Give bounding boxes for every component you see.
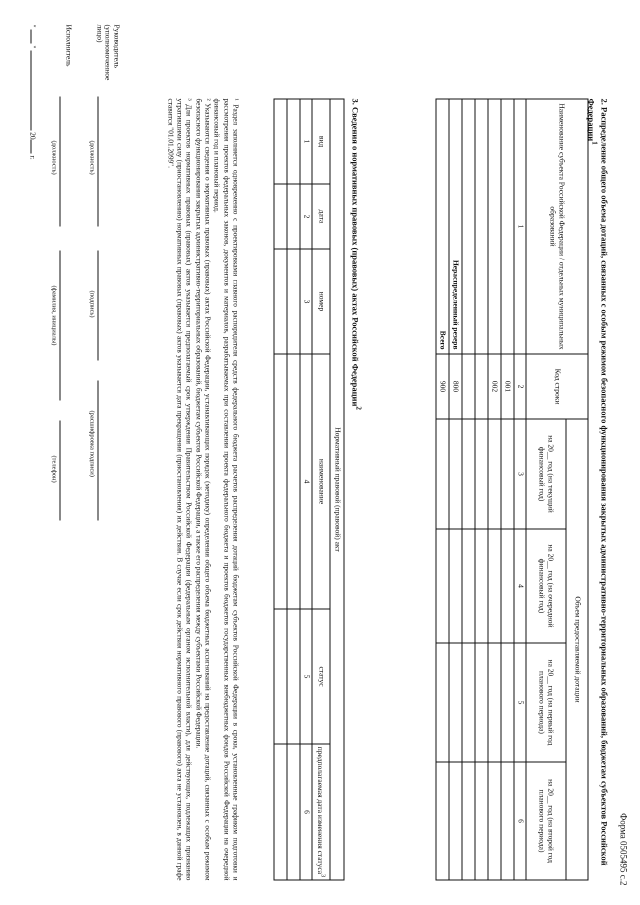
reserve-code: 800 bbox=[449, 354, 462, 419]
col-number: 5 bbox=[300, 609, 312, 744]
value-cell bbox=[501, 642, 514, 761]
col-number: 4 bbox=[514, 529, 526, 643]
section3-title bbox=[349, 98, 362, 880]
year-prefix: 20 bbox=[28, 131, 37, 140]
column-numbers-row bbox=[514, 99, 526, 880]
footnote-2: ² Указываются сведения о нормативных правовых (правовых) актах Российской Федерации, устанавливающих порядок (методику) определения общего объема бюджетных ассигнований на предоставление дотаций, связанных с особым режимом безопасного функционирования закрытых административно-территориальных образований, бюджетам субъектов Российской Федерации, а также его распределения между субъектами Российской Федерации. bbox=[193, 98, 213, 880]
col-number: 2 bbox=[300, 184, 312, 249]
value-cell bbox=[501, 529, 514, 643]
header-status-date-text: предполагаемая дата изменения статуса bbox=[315, 746, 325, 874]
blank-cell bbox=[475, 642, 488, 761]
value-cell bbox=[436, 762, 449, 880]
head-position-line bbox=[97, 96, 108, 226]
value-cell bbox=[449, 642, 462, 761]
value-cell bbox=[501, 762, 514, 880]
blank-cell bbox=[475, 529, 488, 643]
row-code-cell: 001 bbox=[501, 354, 514, 419]
year-suffix: г. bbox=[28, 155, 37, 160]
row-code-cell: 002 bbox=[488, 354, 501, 419]
total-code: 900 bbox=[436, 354, 449, 419]
head-decoding-line bbox=[97, 380, 108, 520]
month-blank bbox=[30, 50, 31, 130]
table-row-blank bbox=[475, 99, 488, 880]
header-number: номер bbox=[312, 249, 330, 354]
subject-name-cell bbox=[501, 99, 514, 354]
section3-title-text: 3. Сведения о нормативных правовых (правовых) актах Российской Федерации bbox=[350, 98, 361, 406]
blank-cell bbox=[287, 249, 300, 354]
head-signature-line bbox=[97, 250, 108, 360]
value-cell bbox=[436, 529, 449, 643]
reserve-label: Нераспределенный резерв bbox=[449, 99, 462, 354]
section2-title-text: 2. Распределение общего объема дотаций, связанных с особым режимом безопасного функционирования закрытых административно-территориальных образований, бюджетам субъектов Российской Федерации bbox=[586, 98, 609, 866]
blank-cell bbox=[287, 99, 300, 184]
footnote-1: ¹ Раздел заполняется одновременно с проектировками главного распорядителя средств федерального бюджета расчетов распределения дотаций бюджетам субъектов Российской Федерации в сроки, установленные графиком подготовки и рассмотрения проектов федеральных законов, документов и материалов, разрабатываемых при составлении проекта федерального бюджета и проектов бюджетов государственных внебюджетных фондов Российской Федерации на очередной финансовый год и плановый период. bbox=[212, 98, 240, 880]
executor-position-line bbox=[59, 96, 70, 226]
blank-cell bbox=[274, 99, 287, 184]
blank-cell bbox=[287, 609, 300, 744]
footnote-3: ³ Для проектов нормативных правовых (правовых) актов указывается предполагаемый срок утверждения Правительством Российской Федерации (федеральным органом исполнительной власти), для действующих, подлежащих признанию утратившими силу (приостановлению) нормативных правовых (правовых) актов указывается дата прекращения (приостановления) их действия. В случае если срок действия нормативного правового (правового) акта не установлен, в данной графе ставится "01.01.2099". bbox=[165, 98, 194, 880]
value-cell bbox=[488, 762, 501, 880]
executor-phone-caption: (телефон) bbox=[50, 455, 57, 483]
blank-cell bbox=[475, 354, 488, 419]
reserve-row bbox=[449, 99, 462, 880]
header-status-date bbox=[312, 744, 330, 880]
blank-cell bbox=[274, 184, 287, 249]
header-date: дата bbox=[312, 184, 330, 249]
date-line bbox=[27, 24, 36, 159]
column-numbers-row bbox=[300, 99, 312, 880]
subject-name-cell bbox=[488, 99, 501, 354]
form-code: Форма 0505495 с.2 bbox=[618, 812, 628, 885]
header-legal-act-group: Нормативный правовой (правовой) акт bbox=[330, 99, 344, 880]
value-cell bbox=[436, 419, 449, 529]
blank-cell bbox=[475, 99, 488, 354]
col-number: 1 bbox=[300, 99, 312, 184]
value-cell bbox=[488, 419, 501, 529]
executor-position-caption: (должность) bbox=[50, 140, 57, 175]
header-subject-name: Наименование субъекта Российской Федерации / отдельных муниципальных образований bbox=[526, 99, 588, 354]
legal-acts-table bbox=[273, 98, 344, 880]
col-number: 6 bbox=[514, 762, 526, 880]
header-vid: вид bbox=[312, 99, 330, 184]
head-position-caption: (должность) bbox=[88, 140, 95, 175]
blank-cell bbox=[462, 762, 475, 880]
table-row-blank bbox=[462, 99, 475, 880]
table-row bbox=[488, 99, 501, 880]
header-year-current: на 20__ год (на текущий финансовый год) bbox=[526, 419, 566, 529]
col-number: 4 bbox=[300, 354, 312, 609]
executor-name-caption: (фамилия, инициалы) bbox=[50, 285, 57, 345]
header-act-name: наименование bbox=[312, 354, 330, 609]
date-quote-open: " bbox=[28, 24, 37, 28]
blank-cell bbox=[274, 744, 287, 880]
col-number: 2 bbox=[514, 354, 526, 419]
blank-cell bbox=[462, 529, 475, 643]
value-cell bbox=[449, 529, 462, 643]
allocation-table bbox=[435, 98, 588, 880]
executor-name-line bbox=[59, 250, 70, 400]
header-year-plan1: на 20__ год (на первый год планового периода) bbox=[526, 642, 566, 761]
header-year-plan2: на 20__ год (на второй год планового периода) bbox=[526, 762, 566, 880]
blank-cell bbox=[287, 354, 300, 609]
blank-cell bbox=[287, 744, 300, 880]
section3-title-sup: 2 bbox=[354, 405, 362, 410]
section2-title-sup: 1 bbox=[590, 140, 599, 145]
executor-phone-line bbox=[59, 420, 70, 520]
table-row bbox=[501, 99, 514, 880]
blank-cell bbox=[274, 249, 287, 354]
col-number: 3 bbox=[300, 249, 312, 354]
footnotes bbox=[165, 98, 240, 880]
day-blank bbox=[30, 29, 31, 43]
blank-cell bbox=[462, 354, 475, 419]
header-row-code: Код строки bbox=[526, 354, 588, 419]
blank-cell bbox=[475, 419, 488, 529]
col-number: 6 bbox=[300, 744, 312, 880]
date-quote-close: " bbox=[28, 44, 37, 48]
header-year-next: на 20__ год (на очередной финансовый год) bbox=[526, 529, 566, 643]
blank-cell bbox=[462, 419, 475, 529]
value-cell bbox=[449, 419, 462, 529]
header-status-date-sup: 3 bbox=[319, 873, 327, 877]
total-label: Всего bbox=[436, 99, 449, 354]
head-signature-caption: (подпись) bbox=[88, 290, 95, 317]
executor-label: Исполнитель bbox=[64, 24, 73, 66]
value-cell bbox=[501, 419, 514, 529]
blank-cell bbox=[274, 609, 287, 744]
col-number: 5 bbox=[514, 642, 526, 761]
total-row bbox=[436, 99, 449, 880]
blank-cell bbox=[287, 184, 300, 249]
section2-title bbox=[586, 98, 608, 880]
table-row bbox=[287, 99, 300, 880]
value-cell bbox=[488, 642, 501, 761]
blank-cell bbox=[475, 762, 488, 880]
header-status: статус bbox=[312, 609, 330, 744]
blank-cell bbox=[462, 642, 475, 761]
header-volumes-group: Объем предоставляемой дотации bbox=[566, 419, 588, 880]
value-cell bbox=[436, 642, 449, 761]
table-row bbox=[274, 99, 287, 880]
col-number: 3 bbox=[514, 419, 526, 529]
value-cell bbox=[488, 529, 501, 643]
year-blank bbox=[30, 139, 31, 153]
col-number: 1 bbox=[514, 99, 526, 354]
blank-cell bbox=[274, 354, 287, 609]
blank-cell bbox=[462, 99, 475, 354]
head-decoding-caption: (расшифровка подписи) bbox=[88, 410, 95, 477]
head-label: Руководитель (уполномоченное лицо) bbox=[94, 24, 121, 80]
value-cell bbox=[449, 762, 462, 880]
